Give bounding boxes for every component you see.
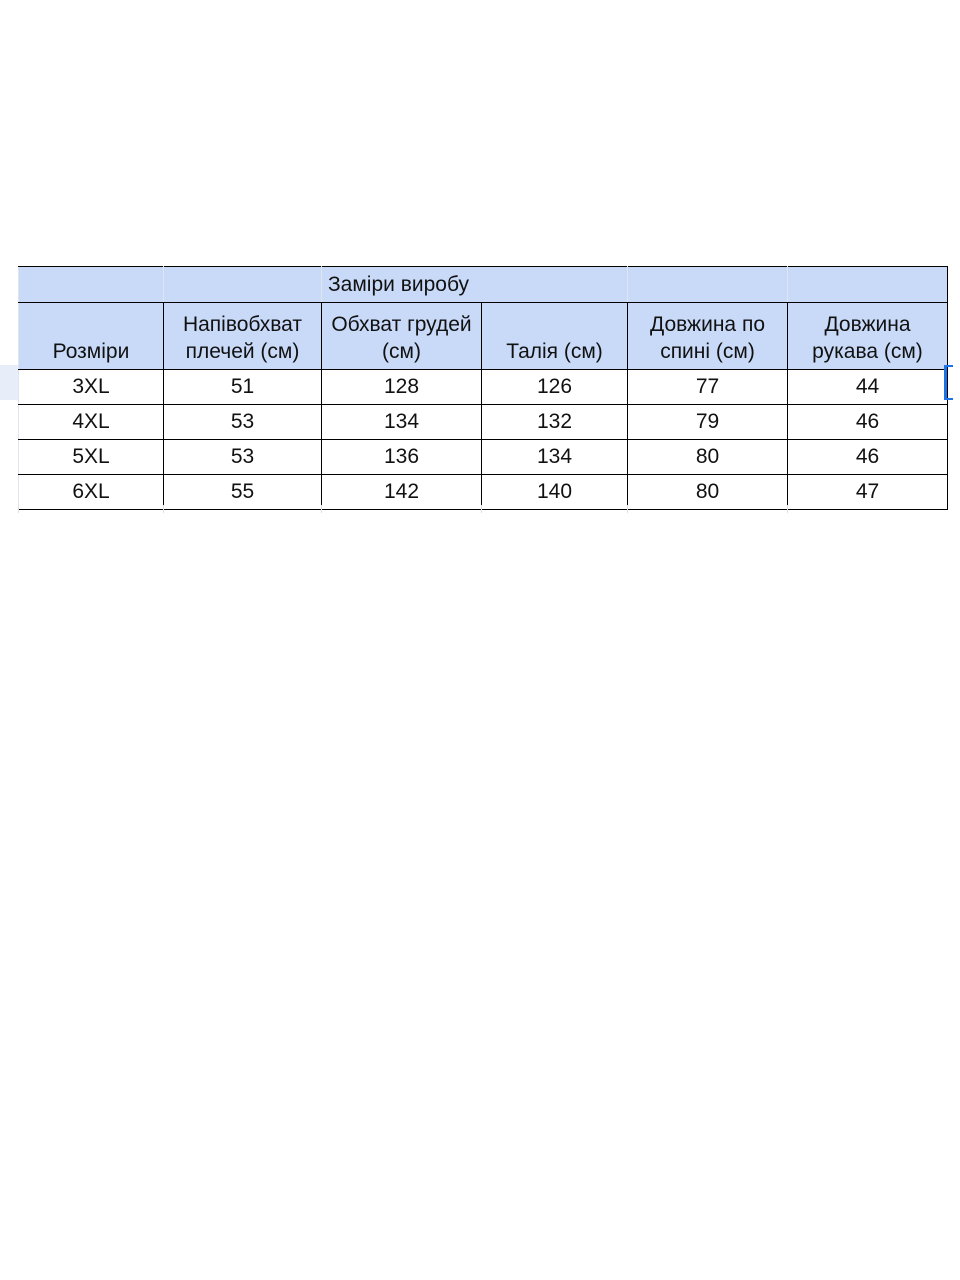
shoulder-cell[interactable]: 53 [164, 440, 322, 475]
selection-edge-top [944, 365, 953, 367]
header-waist[interactable]: Талія (см) [482, 303, 628, 370]
shoulder-cell[interactable]: 53 [164, 405, 322, 440]
table-row [19, 405, 948, 440]
gridline [18, 505, 19, 513]
sleeve-length-cell[interactable]: 44 [788, 370, 948, 405]
table-row [19, 475, 948, 510]
size-cell[interactable]: 5XL [19, 440, 164, 475]
shoulder-cell[interactable]: 51 [164, 370, 322, 405]
header-sizes[interactable]: Розміри [19, 303, 164, 370]
header-shoulder-half-girth[interactable]: Напівобхват плечей (см) [164, 303, 322, 370]
caption-row [19, 267, 948, 303]
table-row [19, 440, 948, 475]
size-cell[interactable]: 6XL [19, 475, 164, 510]
selection-edge-bottom [944, 398, 953, 400]
caption-empty-cell[interactable] [164, 267, 322, 303]
selection-edge[interactable] [944, 365, 947, 400]
sleeve-length-cell[interactable]: 46 [788, 405, 948, 440]
header-sleeve-length[interactable]: Довжина рукава (см) [788, 303, 948, 370]
chest-cell[interactable]: 134 [322, 405, 482, 440]
sleeve-length-cell[interactable]: 47 [788, 475, 948, 510]
gridline [163, 505, 164, 513]
caption-empty-cell[interactable] [788, 267, 948, 303]
caption-empty-cell[interactable] [19, 267, 164, 303]
waist-cell[interactable]: 140 [482, 475, 628, 510]
back-length-cell[interactable]: 80 [628, 475, 788, 510]
sleeve-length-cell[interactable]: 46 [788, 440, 948, 475]
size-cell[interactable]: 3XL [19, 370, 164, 405]
row-highlight [0, 365, 18, 400]
size-chart-sheet [18, 266, 947, 510]
gridline [321, 505, 322, 513]
chest-cell[interactable]: 128 [322, 370, 482, 405]
table-row [19, 370, 948, 405]
size-cell[interactable]: 4XL [19, 405, 164, 440]
back-length-cell[interactable]: 77 [628, 370, 788, 405]
waist-cell[interactable]: 126 [482, 370, 628, 405]
header-row [19, 303, 948, 370]
table-caption[interactable]: Заміри виробу [322, 267, 628, 303]
back-length-cell[interactable]: 80 [628, 440, 788, 475]
shoulder-cell[interactable]: 55 [164, 475, 322, 510]
gridline [627, 505, 628, 513]
gridline [481, 505, 482, 513]
waist-cell[interactable]: 134 [482, 440, 628, 475]
size-chart-table [18, 266, 948, 510]
header-chest-girth[interactable]: Обхват грудей (см) [322, 303, 482, 370]
chest-cell[interactable]: 136 [322, 440, 482, 475]
chest-cell[interactable]: 142 [322, 475, 482, 510]
caption-empty-cell[interactable] [628, 267, 788, 303]
waist-cell[interactable]: 132 [482, 405, 628, 440]
back-length-cell[interactable]: 79 [628, 405, 788, 440]
header-back-length[interactable]: Довжина по спині (см) [628, 303, 788, 370]
gridline [787, 505, 788, 513]
